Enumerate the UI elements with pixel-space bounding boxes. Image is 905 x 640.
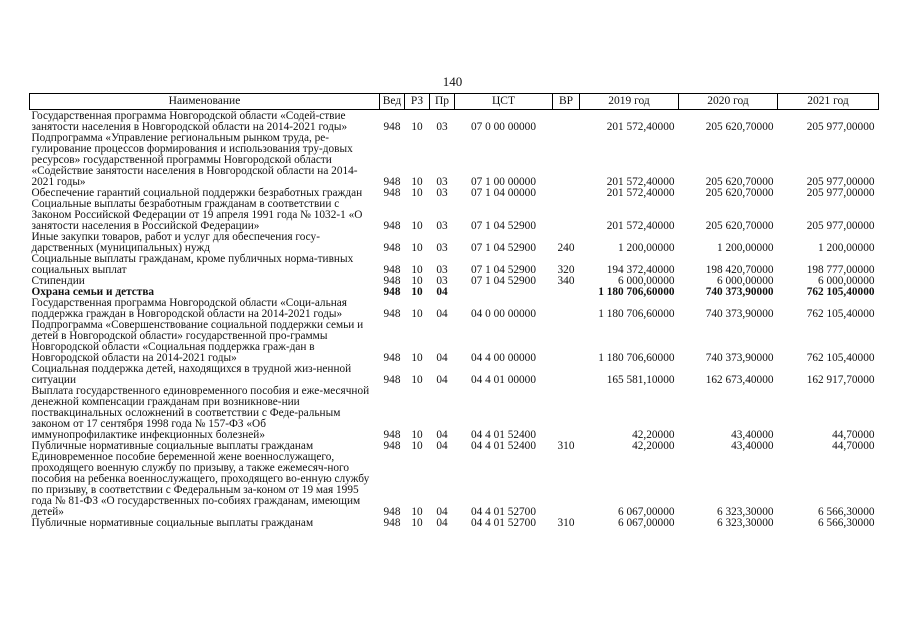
cell-rz: 10: [411, 121, 423, 133]
cell-ved: 948: [383, 440, 401, 452]
cell-y2021: 205 977,00000: [806, 187, 875, 199]
cell-rz: 10: [411, 374, 423, 386]
cell-name: Подпрограмма «Совершенствование социальной поддержки семьи и детей в Новгородской области» государственной про-граммы Новгородской области «Социальная поддержка граж-дан в Новгородской области на 2014-2021 годы»: [31, 319, 364, 364]
cell-y2020: 205 620,70000: [705, 187, 774, 199]
cell-vr: [553, 133, 580, 188]
cell-y2019: 194 372,40000: [606, 264, 675, 276]
cell-y2020: 205 620,70000: [705, 176, 774, 188]
cell-ved: 948: [383, 187, 401, 199]
cell-cst: 04 4 01 52700: [471, 506, 536, 518]
header-row: [30, 94, 879, 110]
cell-name: Социальные выплаты безработным гражданам в соответствии с Законом Российской Федерации от 19 апреля 1991 года № 1032-1 «О занятости населения в Российской Федерации»: [31, 198, 363, 232]
col-header-ved: Вед: [380, 94, 405, 110]
cell-name: Выплата государственного единовременного пособия и еже-месячной денежной компенсации гражданам при возникнове-нии поствакцинальных осложнений в соответствии с Феде-ральным законом от 17 сентября 1998 года № 157-ФЗ «Об иммунопрофилактике инфекционных болезней»: [31, 385, 370, 441]
table-row: [30, 110, 879, 134]
cell-cst: 07 1 04 52900: [471, 242, 536, 254]
cell-y2020: 6 323,30000: [717, 517, 774, 529]
cell-cst: [455, 287, 553, 298]
cell-y2019: 201 572,40000: [606, 220, 675, 232]
table-row: [30, 452, 879, 518]
cell-y2020: 740 373,90000: [705, 286, 774, 298]
cell-y2021: 162 917,70000: [806, 374, 875, 386]
cell-y2020: 43,40000: [731, 440, 774, 452]
cell-y2020: 205 620,70000: [705, 121, 774, 133]
cell-vr: [553, 298, 580, 320]
cell-ved: 948: [383, 374, 401, 386]
table-row: [30, 364, 879, 386]
cell-pr: 03: [436, 187, 448, 199]
cell-y2021: 205 977,00000: [806, 121, 875, 133]
cell-cst: 07 1 04 00000: [471, 187, 536, 199]
cell-y2019: 1 180 706,60000: [598, 286, 675, 298]
col-header-pr: Пр: [430, 94, 455, 110]
col-header-cst: ЦСТ: [455, 94, 553, 110]
cell-pr: 03: [436, 121, 448, 133]
cell-y2020: 43,40000: [731, 429, 774, 441]
cell-y2019: 201 572,40000: [606, 121, 675, 133]
cell-name: Публичные нормативные социальные выплаты гражданам: [31, 440, 314, 452]
cell-rz: 10: [411, 187, 423, 199]
cell-cst: 04 4 01 00000: [471, 374, 536, 386]
cell-y2021: 6 566,30000: [818, 506, 875, 518]
cell-y2021: 762 105,40000: [806, 308, 875, 320]
col-header-rz: РЗ: [405, 94, 430, 110]
cell-vr: [553, 364, 580, 386]
cell-ved: 948: [383, 220, 401, 232]
cell-pr: 03: [436, 176, 448, 188]
cell-y2019: 1 180 706,60000: [598, 308, 675, 320]
cell-y2019: 201 572,40000: [606, 187, 675, 199]
cell-rz: 10: [411, 275, 423, 287]
cell-y2019: 1 200,00000: [618, 242, 675, 254]
cell-vr: [553, 110, 580, 134]
cell-y2020: 1 200,00000: [717, 242, 774, 254]
cell-ved: 948: [383, 286, 401, 298]
cell-y2019: 42,20000: [632, 440, 675, 452]
col-header-2021: 2021 год: [778, 94, 879, 110]
table-row: [30, 518, 879, 529]
page-number: 140: [442, 74, 463, 89]
cell-rz: 10: [411, 429, 423, 441]
cell-cst: 04 4 00 00000: [471, 352, 536, 364]
cell-rz: 10: [411, 242, 423, 254]
cell-vr: 240: [557, 242, 575, 254]
cell-pr: 04: [436, 429, 448, 441]
cell-name: Социальная поддержка детей, находящихся в трудной жиз-ненной ситуации: [31, 363, 352, 386]
cell-ved: 948: [383, 352, 401, 364]
cell-y2021: 6 566,30000: [818, 517, 875, 529]
cell-cst: 04 4 01 52400: [471, 429, 536, 441]
cell-rz: 10: [411, 506, 423, 518]
cell-rz: 10: [411, 517, 423, 529]
table-row: [30, 298, 879, 320]
cell-y2020: 740 373,90000: [705, 308, 774, 320]
cell-y2019: 6 067,00000: [618, 506, 675, 518]
cell-y2021: 198 777,00000: [806, 264, 875, 276]
cell-y2021: 1 200,00000: [818, 242, 875, 254]
cell-cst: 07 1 00 00000: [471, 176, 536, 188]
cell-vr: [553, 320, 580, 364]
cell-vr: 320: [557, 264, 575, 276]
table-row: [30, 199, 879, 232]
cell-vr: 310: [557, 440, 575, 452]
cell-rz: 10: [411, 440, 423, 452]
cell-pr: 03: [436, 264, 448, 276]
cell-vr: 340: [557, 275, 575, 287]
cell-pr: 04: [436, 517, 448, 529]
cell-rz: 10: [411, 176, 423, 188]
col-header-2019: 2019 год: [580, 94, 679, 110]
cell-ved: 948: [383, 176, 401, 188]
cell-y2019: 165 581,10000: [606, 374, 675, 386]
cell-cst: 04 0 00 00000: [471, 308, 536, 320]
cell-y2019: 1 180 706,60000: [598, 352, 675, 364]
cell-rz: 10: [411, 220, 423, 232]
cell-cst: 07 0 00 00000: [471, 121, 536, 133]
cell-rz: 10: [411, 352, 423, 364]
cell-y2019: 42,20000: [632, 429, 675, 441]
cell-vr: [553, 452, 580, 518]
col-header-name: Наименование: [30, 94, 380, 110]
cell-rz: 10: [411, 308, 423, 320]
cell-vr: 310: [557, 517, 575, 529]
cell-name: Единовременное пособие беременной жене военнослужащего, проходящего военную службу по призыву, а также ежемесяч-ного пособия на ребенка военнослужащего, проходящего во-енную службу по призыву, в соответствии с Федеральным за-коном от 19 мая 1995 года № 81-ФЗ «О государственных по-собиях гражданам, имеющим детей»: [31, 451, 370, 518]
cell-rz: 10: [411, 286, 423, 298]
cell-pr: 04: [436, 374, 448, 386]
cell-ved: 948: [383, 242, 401, 254]
cell-y2021: 205 977,00000: [806, 176, 875, 188]
cell-y2021: 762 105,40000: [806, 286, 875, 298]
cell-ved: 948: [383, 275, 401, 287]
cell-name: Социальные выплаты гражданам, кроме публичных норма-тивных социальных выплат: [31, 253, 354, 276]
cell-pr: 04: [436, 286, 448, 298]
cell-cst: 07 1 04 52900: [471, 275, 536, 287]
cell-y2021: 6 000,00000: [818, 275, 875, 287]
cell-name: Публичные нормативные социальные выплаты гражданам: [31, 517, 314, 529]
cell-cst: 04 4 01 52400: [471, 440, 536, 452]
cell-y2020: 198 420,70000: [705, 264, 774, 276]
cell-cst: 07 1 04 52900: [471, 264, 536, 276]
cell-name: Государственная программа Новгородской области «Соци-альная поддержка граждан в Новгородской области на 2014-2021 годы»: [31, 297, 347, 320]
cell-ved: 948: [383, 517, 401, 529]
cell-y2021: 44,70000: [832, 440, 875, 452]
cell-y2020: 205 620,70000: [705, 220, 774, 232]
cell-name: Подпрограмма «Управление региональным рынком труда, ре-гулирование процессов формирования и использования тру-довых ресурсов» государственной программы Новгородской области «Содействие занятости населения в Новгородской области на 2014-2021 годы»: [31, 132, 358, 188]
cell-pr: 03: [436, 220, 448, 232]
budget-table: [29, 93, 879, 529]
cell-vr: [553, 287, 580, 298]
cell-ved: 948: [383, 429, 401, 441]
cell-rz: 10: [411, 264, 423, 276]
cell-y2019: 6 000,00000: [618, 275, 675, 287]
cell-y2020: 162 673,40000: [705, 374, 774, 386]
table-row: [30, 320, 879, 364]
cell-pr: 03: [436, 275, 448, 287]
cell-name: Иные закупки товаров, работ и услуг для обеспечения госу-дарственных (муниципальных) нужд: [31, 231, 320, 254]
cell-ved: 948: [383, 308, 401, 320]
cell-y2019: 201 572,40000: [606, 176, 675, 188]
table-row: [30, 232, 879, 254]
cell-y2019: 6 067,00000: [618, 517, 675, 529]
table-row: [30, 386, 879, 441]
cell-name: Обеспечение гарантий социальной поддержки безработных граждан: [31, 187, 363, 199]
cell-y2021: 762 105,40000: [806, 352, 875, 364]
table-row: [30, 254, 879, 276]
cell-name: Охрана семьи и детства: [31, 286, 155, 298]
cell-pr: 04: [436, 308, 448, 320]
cell-name: Стипендии: [31, 275, 85, 287]
cell-vr: [553, 386, 580, 441]
col-header-2020: 2020 год: [679, 94, 778, 110]
cell-cst: 07 1 04 52900: [471, 220, 536, 232]
cell-ved: 948: [383, 264, 401, 276]
table-row: [30, 133, 879, 188]
cell-ved: 948: [383, 121, 401, 133]
cell-pr: 04: [436, 440, 448, 452]
cell-y2020: 740 373,90000: [705, 352, 774, 364]
cell-y2021: 44,70000: [832, 429, 875, 441]
cell-ved: 948: [383, 506, 401, 518]
cell-name: Государственная программа Новгородской области «Содей-ствие занятости населения в Новгородской области на 2014-2021 годы»: [31, 110, 348, 133]
cell-cst: 04 4 01 52700: [471, 517, 536, 529]
cell-pr: 03: [436, 242, 448, 254]
cell-y2020: 6 000,00000: [717, 275, 774, 287]
cell-pr: 04: [436, 352, 448, 364]
col-header-vr: ВР: [553, 94, 580, 110]
cell-y2021: 205 977,00000: [806, 220, 875, 232]
cell-y2020: 6 323,30000: [717, 506, 774, 518]
cell-pr: 04: [436, 506, 448, 518]
cell-vr: [553, 188, 580, 199]
cell-vr: [553, 199, 580, 232]
